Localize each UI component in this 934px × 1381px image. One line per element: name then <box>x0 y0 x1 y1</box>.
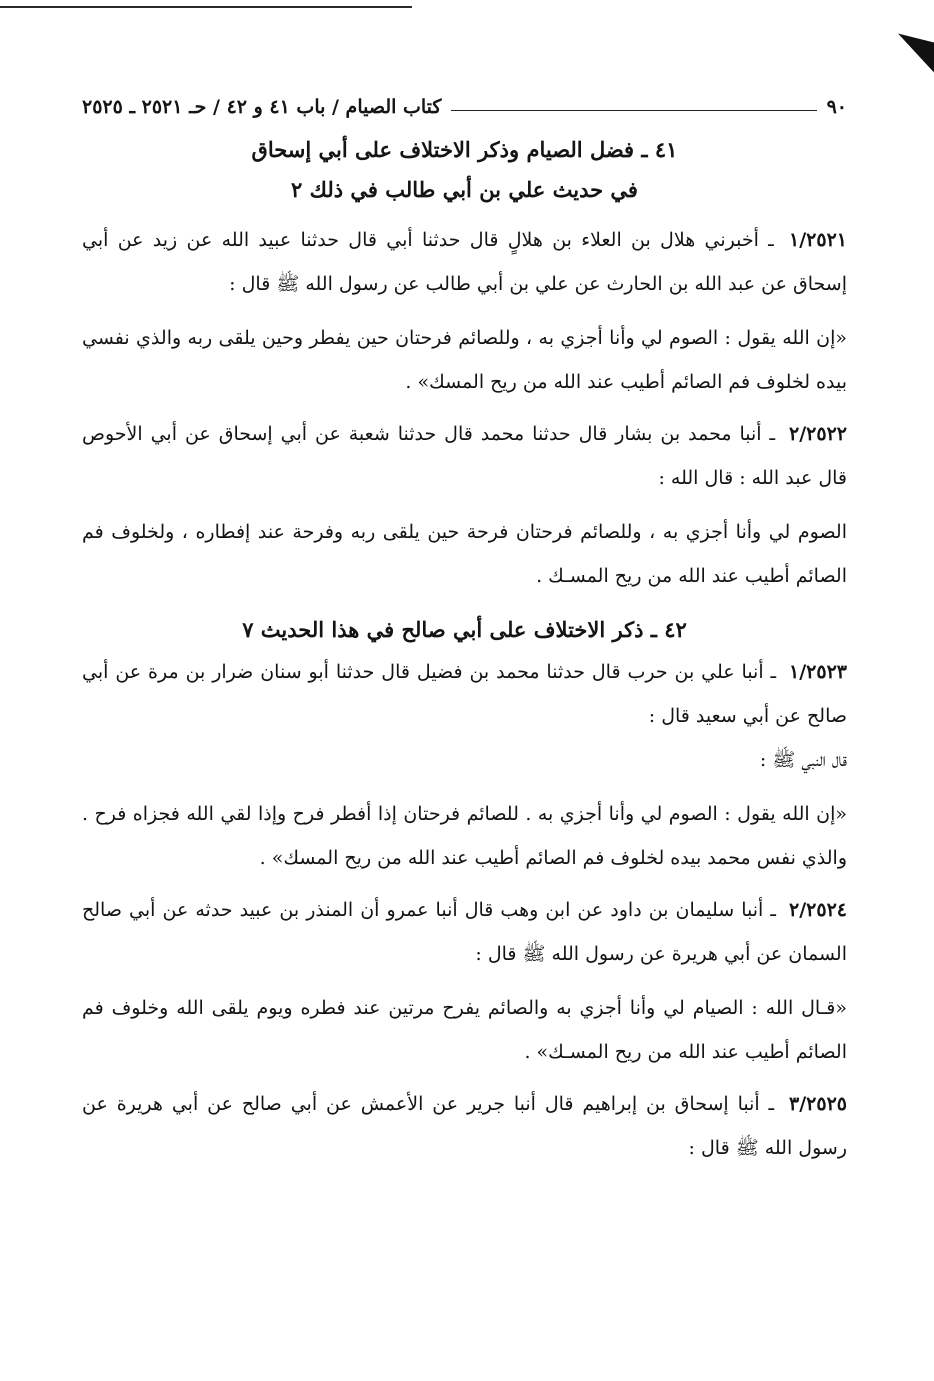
isnad-text: ـ أنبا علي بن حرب قال حدثنا محمد بن فضيل قال حدثنا أبو سنان ضرار بن مرة عن أبي صالح عن أبي سعيد قال : <box>82 661 847 727</box>
page-number: ٩٠ <box>826 96 847 118</box>
isnad-text: ـ أنبا سليمان بن داود عن ابن وهب قال أنبا عمرو أن المنذر بن عبيد حدثه عن أبي صالح السمان عن أبي هريرة عن رسول الله ﷺ قال : <box>82 899 847 965</box>
isnad-text: ـ أنبا إسحاق بن إبراهيم قال أنبا جرير عن الأعمش عن أبي صالح عن أبي هريرة عن رسول الله ﷺ قال : <box>82 1093 847 1159</box>
hadith-2521-isnad <box>82 218 847 306</box>
running-header <box>82 88 847 118</box>
chapter-title-line: في حديث علي بن أبي طالب في ذلك ٢ <box>291 177 638 202</box>
hadith-number: ١/٢٥٢١ <box>789 229 847 251</box>
corner-triangle-mark <box>898 34 934 73</box>
hadith-2525-isnad <box>82 1082 847 1170</box>
hadith-number: ٣/٢٥٢٥ <box>789 1093 847 1115</box>
hadith-2521-matn: «إن الله يقول : الصوم لي وأنا أجزي به ، وللصائم فرحتان حين يفطر وحين يلقى ربه والذي نفسي بيده لخلوف فم الصائم أطيب عند الله من ريح المسك» . <box>82 327 847 393</box>
chapter-42-title: ٤٢ ـ ذكر الاختلاف على أبي صالح في هذا الحديث ٧ <box>242 617 687 642</box>
hadith-2522-matn: الصوم لي وأنا أجزي به ، وللصائم فرحتان فرحة حين يلقى ربه وفرحة عند إفطاره ، ولخلوف فم الصائم أطيب عند الله من ريح المسـك . <box>82 521 847 587</box>
book-page <box>82 88 847 1170</box>
hadith-2523-matn: «إن الله يقول : الصوم لي وأنا أجزي به . للصائم فرحتان إذا أفطر فرح وإذا لقي الله فجزاه فرح . والذي نفس محمد بيده لخلوف فم الصائم أطيب عند الله من ريح المسك» . <box>82 803 847 869</box>
hadith-2522-isnad <box>82 412 847 500</box>
chapter-title-line: ٤١ ـ فضل الصيام وذكر الاختلاف على أبي إسحاق <box>251 137 678 162</box>
isnad-text: ـ أنبا محمد بن بشار قال حدثنا محمد قال حدثنا شعبة عن أبي إسحاق عن أبي الأحوص قال عبد الله : قال الله : <box>82 423 847 489</box>
hadith-number: ٢/٢٥٢٢ <box>789 423 847 445</box>
hadith-2524-matn: «قـال الله : الصيام لي وأنا أجزي به والصائم يفرح مرتين عند فطره ويوم يلقى الله وخلوف فم الصائم أطيب عند الله من ريح المسـك» . <box>82 997 847 1063</box>
chapter-41-title <box>82 130 847 210</box>
hadith-2524-isnad <box>82 888 847 976</box>
running-title: كتاب الصيام / باب ٤١ و ٤٢ / حـ ٢٥٢١ ـ ٢٥٢٥ <box>82 96 442 118</box>
header-rule <box>451 110 816 111</box>
scan-top-line <box>0 6 412 8</box>
hadith-2523-intro: قال النبي ﷺ : <box>759 749 847 771</box>
hadith-2523-isnad <box>82 650 847 738</box>
hadith-number: ٢/٢٥٢٤ <box>789 899 847 921</box>
isnad-text: ـ أخبرني هلال بن العلاء بن هلالٍ قال حدثنا أبي قال حدثنا عبيد الله عن زيد عن أبي إسحاق عن عبد الله بن الحارث عن علي بن أبي طالب عن رسول الله ﷺ قال : <box>82 229 847 295</box>
hadith-number: ١/٢٥٢٣ <box>789 661 847 683</box>
